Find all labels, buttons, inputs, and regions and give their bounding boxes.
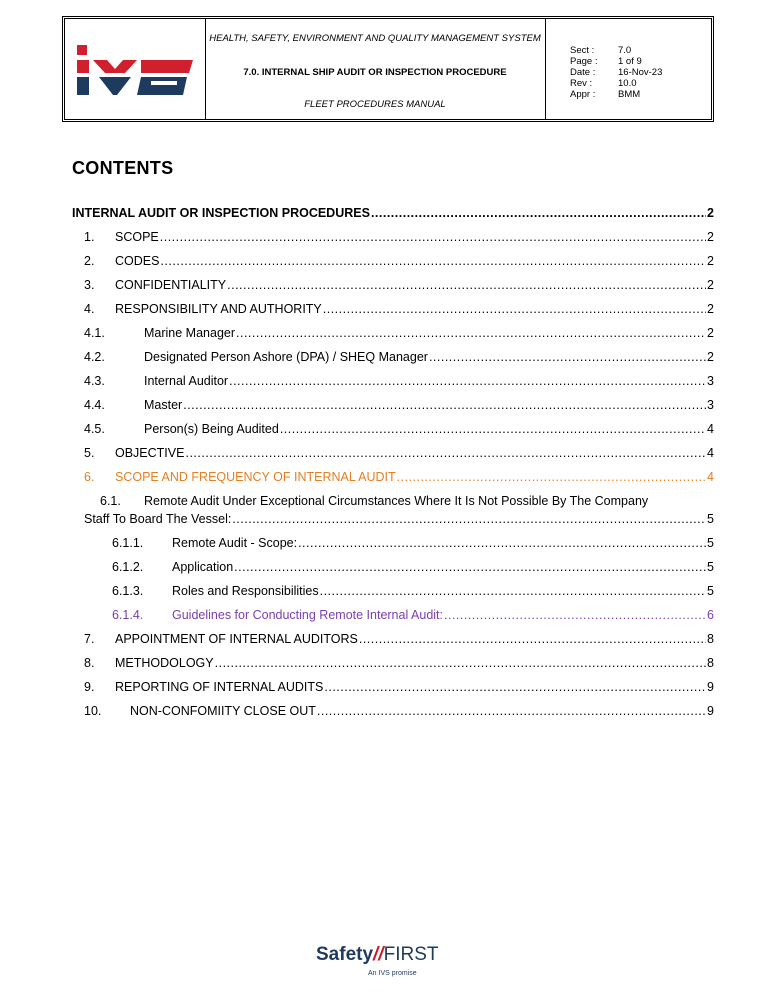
toc-entry-page: 2: [707, 350, 714, 364]
toc-entry-text: Guidelines for Conducting Remote Internal Audit:: [172, 608, 443, 622]
toc-entry-number: 4.3.: [84, 374, 105, 388]
toc-entry-text: OBJECTIVE: [115, 446, 185, 460]
toc-entry-page: 2: [707, 278, 714, 292]
toc-entry-page: 3: [707, 398, 714, 412]
toc-entry-page: 8: [707, 656, 714, 670]
toc-entry-page: 4: [707, 446, 714, 460]
safety-first-footer: [316, 944, 476, 984]
toc-entry-text: Application: [172, 560, 234, 574]
toc-entry-number: 1.: [84, 230, 95, 244]
meta-value: 10.0: [618, 78, 637, 89]
ivs-logo: [75, 43, 195, 99]
meta-key: Date :: [570, 67, 596, 78]
toc-entry-6-1-3[interactable]: [112, 584, 714, 598]
toc-entry-6-1-2[interactable]: [112, 560, 714, 574]
toc-entry-main[interactable]: [72, 206, 714, 220]
toc-entry-number: 4.5.: [84, 422, 105, 436]
toc-entry-number: 6.1.2.: [112, 560, 144, 574]
toc-entry-6[interactable]: [84, 470, 714, 484]
toc-entry-text: METHODOLOGY: [115, 656, 214, 670]
toc-entry-page: 5: [707, 584, 714, 598]
toc-entry-number: 7.: [84, 632, 95, 646]
toc-entry-text: Designated Person Ashore (DPA) / SHEQ Manager: [144, 350, 428, 364]
toc-entry-page: 9: [707, 680, 714, 694]
contents-heading: CONTENTS: [72, 158, 174, 178]
toc-entry-page: 2: [707, 302, 714, 316]
toc-entry-6-1-continued[interactable]: [84, 512, 714, 526]
toc-entry-text: Remote Audit - Scope:: [172, 536, 298, 550]
toc-entry-3[interactable]: [84, 278, 714, 292]
toc-entry-number: 6.1.4.: [112, 608, 144, 622]
toc-entry-page: 5: [707, 560, 714, 574]
toc-entry-page: 2: [707, 230, 714, 244]
toc-entry-text: APPOINTMENT OF INTERNAL AUDITORS: [115, 632, 358, 646]
meta-key: Sect :: [570, 45, 595, 56]
toc-entry-number: 6.1.1.: [112, 536, 144, 550]
header-meta-cell: [546, 19, 711, 119]
toc-entry-text-continued: Staff To Board The Vessel:: [84, 512, 232, 526]
toc-entry-4-2[interactable]: [84, 350, 714, 364]
toc-entry-text: Master: [144, 398, 183, 412]
manual-title: FLEET PROCEDURES MANUAL: [304, 99, 446, 110]
toc-entry-page: 4: [707, 470, 714, 484]
brand-slash: //: [373, 944, 384, 965]
toc-entry-number: 6.1.3.: [112, 584, 144, 598]
toc-entry-text: NON-CONFOMIITY CLOSE OUT: [130, 704, 316, 718]
toc-entry-text: Internal Auditor: [144, 374, 229, 388]
toc-entry-number: 8.: [84, 656, 95, 670]
header-title-cell: [205, 19, 546, 119]
toc-entry-page: 4: [707, 422, 714, 436]
meta-row: [570, 67, 662, 78]
toc-entry-page: 6: [707, 608, 714, 622]
meta-row: [570, 78, 662, 89]
toc-entry-number: 5.: [84, 446, 95, 460]
toc-entry-text: REPORTING OF INTERNAL AUDITS: [115, 680, 324, 694]
toc-entry-page: 5: [707, 512, 714, 526]
system-title: HEALTH, SAFETY, ENVIRONMENT AND QUALITY MANAGEMENT SYSTEM: [209, 33, 541, 44]
toc-entry-4[interactable]: [84, 302, 714, 316]
toc-entry-10[interactable]: [84, 704, 714, 718]
toc-entry-number: 4.4.: [84, 398, 105, 412]
meta-row: [570, 45, 662, 56]
meta-key: Page :: [570, 56, 598, 67]
toc-entry-text: INTERNAL AUDIT OR INSPECTION PROCEDURES: [72, 206, 370, 220]
meta-row: [570, 56, 662, 67]
toc-entry-4-3[interactable]: [84, 374, 714, 388]
toc-entry-page: 3: [707, 374, 714, 388]
meta-key: Appr :: [570, 89, 596, 100]
meta-key: Rev :: [570, 78, 593, 89]
brand-safety: Safety: [316, 944, 374, 965]
toc-entry-number: 3.: [84, 278, 95, 292]
toc-entry-page: 2: [707, 326, 714, 340]
toc-entry-2[interactable]: [84, 254, 714, 268]
toc-entry-text: CONFIDENTIALITY: [115, 278, 227, 292]
toc-entry-number: 6.1.: [100, 494, 121, 508]
toc-entry-text: Person(s) Being Audited: [144, 422, 279, 436]
safety-first-logo: [316, 944, 476, 966]
toc-entry-number: 2.: [84, 254, 95, 268]
toc-entry-7[interactable]: [84, 632, 714, 646]
toc-entry-6-1-4[interactable]: [112, 608, 714, 622]
document-meta: [570, 45, 662, 100]
toc-entry-page: 2: [707, 206, 714, 220]
toc-entry-9[interactable]: [84, 680, 714, 694]
brand-first: FIRST: [383, 944, 439, 965]
toc-entry-text: SCOPE AND FREQUENCY OF INTERNAL AUDIT: [115, 470, 396, 484]
toc-entry-6-1-1[interactable]: [112, 536, 714, 550]
toc-entry-4-5[interactable]: [84, 422, 714, 436]
meta-value: 1 of 9: [618, 56, 642, 67]
meta-value: 7.0: [618, 45, 632, 56]
toc-entry-number: 10.: [84, 704, 102, 718]
toc-entry-text: CODES: [115, 254, 160, 268]
toc-entry-number: 4.2.: [84, 350, 105, 364]
toc-entry-text: Remote Audit Under Exceptional Circumstances Where It Is Not Possible By The Company: [144, 494, 649, 508]
toc-entry-5[interactable]: [84, 446, 714, 460]
meta-value: 16-Nov-23: [618, 67, 663, 78]
toc-entry-4-1[interactable]: [84, 326, 714, 340]
document-header: [64, 18, 712, 120]
toc-entry-page: 5: [707, 536, 714, 550]
logo-cell: [65, 19, 206, 119]
toc-entry-number: 6.: [84, 470, 95, 484]
toc-entry-text: Roles and Responsibilities: [172, 584, 319, 598]
toc-entry-text: SCOPE: [115, 230, 159, 244]
toc-entry-number: 9.: [84, 680, 95, 694]
meta-row: [570, 89, 662, 100]
toc-entry-1[interactable]: [84, 230, 714, 244]
toc-entry-number: 4.1.: [84, 326, 105, 340]
procedure-title: 7.0. INTERNAL SHIP AUDIT OR INSPECTION PROCEDURE: [243, 67, 507, 78]
toc-entry-text: RESPONSIBILITY AND AUTHORITY: [115, 302, 322, 316]
toc-entry-6-1[interactable]: [100, 494, 714, 508]
toc-entry-page: 9: [707, 704, 714, 718]
toc-entry-text: Marine Manager: [144, 326, 236, 340]
brand-tagline: An IVS promise: [368, 970, 417, 977]
toc-entry-8[interactable]: [84, 656, 714, 670]
toc-entry-page: 8: [707, 632, 714, 646]
toc-entry-number: 4.: [84, 302, 95, 316]
meta-value: BMM: [618, 89, 641, 100]
toc-entry-page: 2: [707, 254, 714, 268]
toc-entry-4-4[interactable]: [84, 398, 714, 412]
